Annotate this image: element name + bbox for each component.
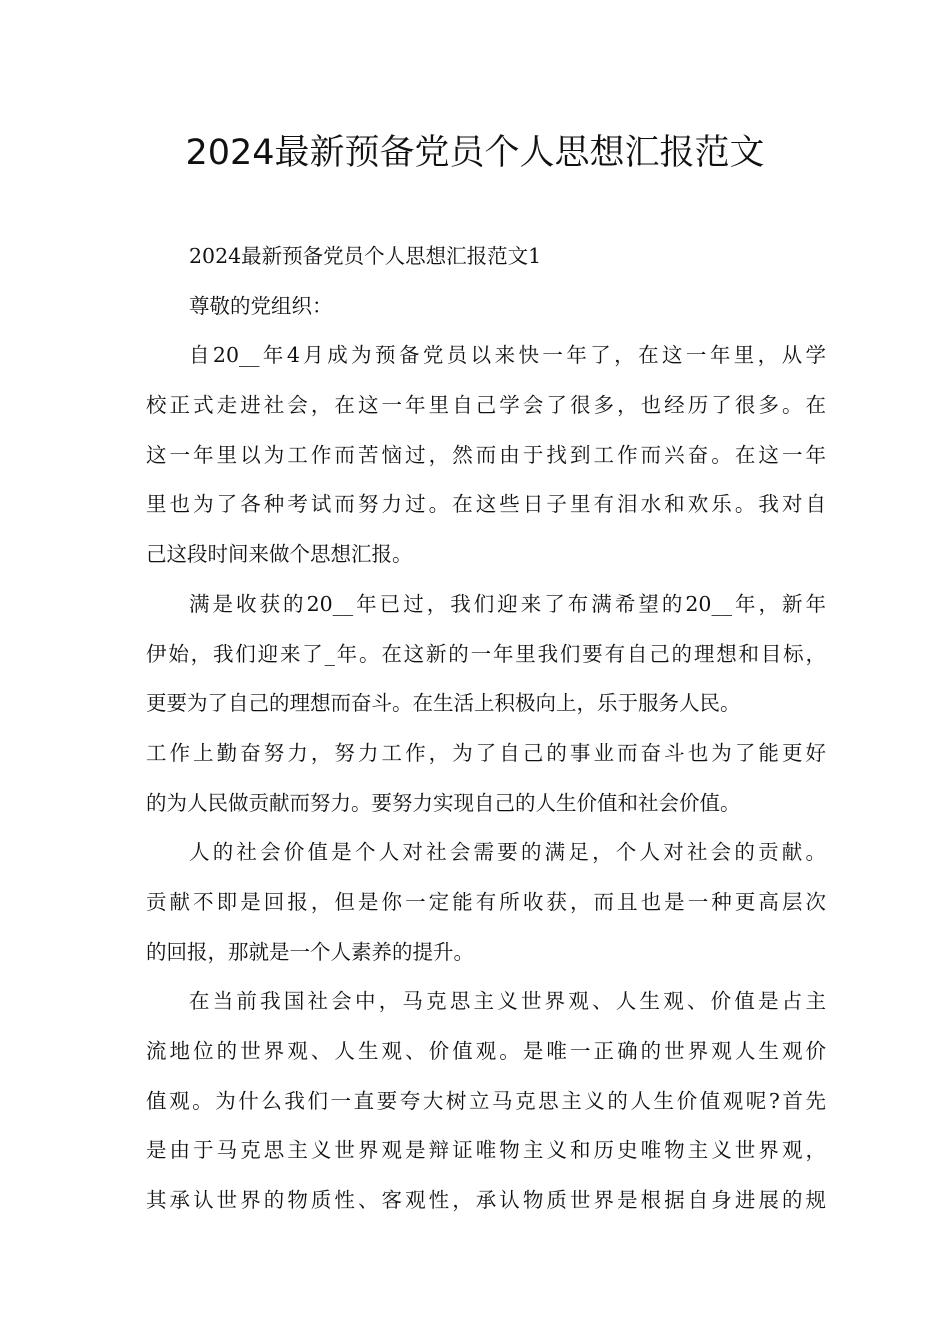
body-line: 自20__年4月成为预备党员以来快一年了，在这一年里，从学 [189,343,826,368]
body-line: 己这段时间来做个思想汇报。 [146,542,413,567]
body-line: 的为人民做贡献而努力。要努力实现自己的人生价值和社会价值。 [146,790,741,815]
body-line: 尊敬的党组织： [189,293,333,318]
body-line: 这一年里以为工作而苦恼过，然而由于找到工作而兴奋。在这一年 [146,442,826,467]
body-line: 在当前我国社会中，马克思主义世界观、人生观、价值是占主 [189,989,826,1014]
document-title: 2024最新预备党员个人思想汇报范文 [185,133,765,173]
body-line: 值观。为什么我们一直要夸大树立马克思主义的人生价值观呢?首先 [146,1088,826,1113]
body-line: 校正式走进社会，在这一年里自己学会了很多，也经历了很多。在 [146,393,826,418]
body-line: 贡献不即是回报，但是你一定能有所收获，而且也是一种更高层次 [146,889,826,914]
body-line: 工作上勤奋努力，努力工作，为了自己的事业而奋斗也为了能更好 [146,740,826,765]
body-line: 更要为了自己的理想而奋斗。在生活上积极向上，乐于服务人民。 [146,691,741,716]
body-line: 的回报，那就是一个人素养的提升。 [146,939,474,964]
body-line: 伊始，我们迎来了_年。在这新的一年里我们要有自己的理想和目标， [146,641,826,666]
body-line: 人的社会价值是个人对社会需要的满足，个人对社会的贡献。 [189,840,826,865]
body-line: 2024最新预备党员个人思想汇报范文1 [189,244,542,268]
body-line: 满是收获的20__年已过，我们迎来了布满希望的20__年，新年 [189,591,826,616]
body-line: 是由于马克思主义世界观是辩证唯物主义和历史唯物主义世界观， [146,1138,826,1163]
body-line: 里也为了各种考试而努力过。在这些日子里有泪水和欢乐。我对自 [146,492,826,517]
document-body [146,232,826,1226]
body-line: 流地位的世界观、人生观、价值观。是唯一正确的世界观人生观价 [146,1039,826,1063]
body-line: 其承认世界的物质性、客观性，承认物质世界是根据自身进展的规 [146,1188,826,1213]
